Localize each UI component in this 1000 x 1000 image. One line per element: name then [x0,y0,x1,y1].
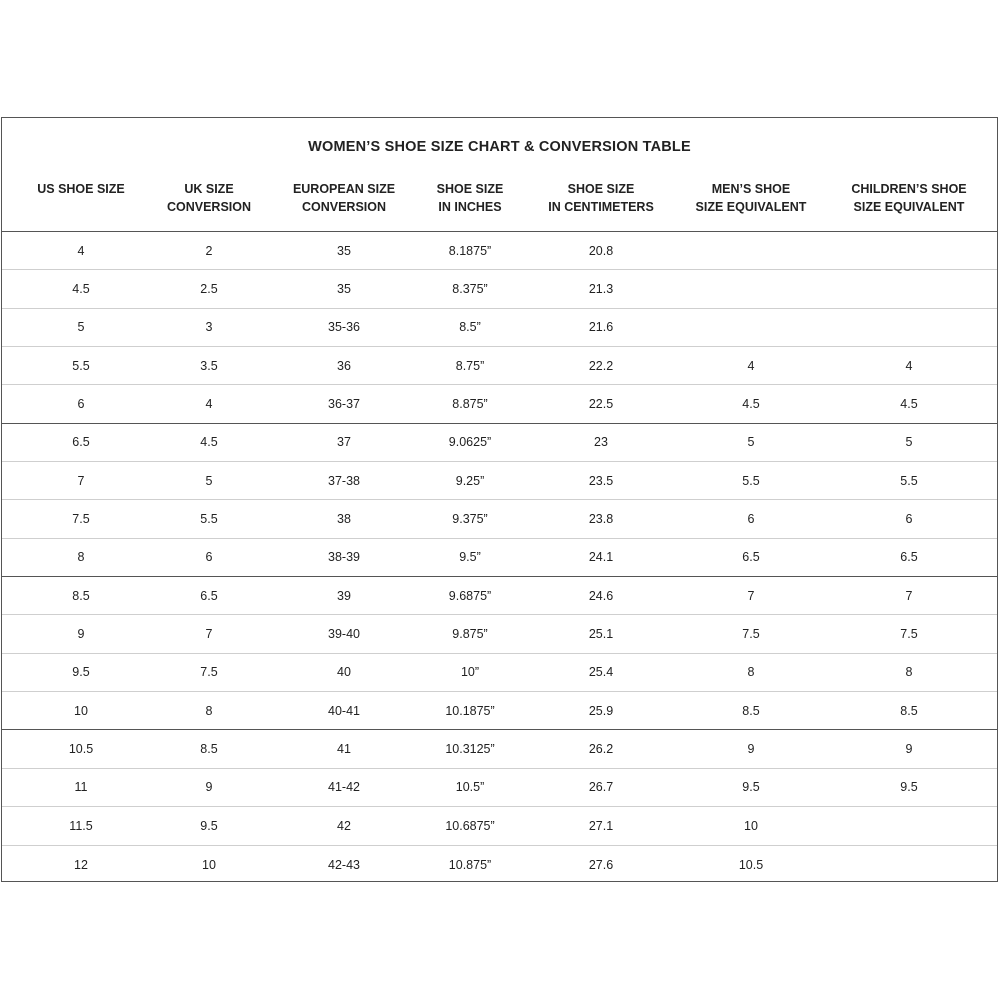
table-cell: 22.2 [588,358,614,373]
table-cell: 11 [74,780,88,795]
table-cell: 10 [744,818,758,833]
table-cell: 4 [77,243,85,258]
table-cell: 8.5” [459,320,481,335]
table-cell [674,270,828,307]
table-cell: 4 [905,358,913,373]
table-cell: 7.5 [742,627,760,642]
table-row [2,347,997,385]
table-cell: 10.875” [448,857,492,872]
table-row [2,500,997,538]
table-cell: 4.5 [742,397,760,412]
header-mens-equivalent: MEN’S SHOE SIZE EQUIVALENT [695,182,807,214]
table-cell: 8.5 [742,703,760,718]
table-cell [674,232,828,269]
table-cell: 3 [205,320,213,335]
header-european-size: EUROPEAN SIZE CONVERSION [292,182,396,214]
table-cell: 20.8 [588,243,614,258]
table-cell: 11.5 [69,818,93,833]
header-uk-size: UK SIZE CONVERSION [166,182,252,214]
table-cell: 36-37 [328,397,360,412]
table-cell: 5 [205,473,213,488]
table-cell: 10” [460,665,480,680]
table-cell: 37 [337,435,351,450]
header-childrens-equivalent: CHILDREN’S SHOE SIZE EQUIVALENT [851,182,967,214]
table-cell: 10 [202,857,216,872]
header-centimeters: SHOE SIZE IN CENTIMETERS [548,182,654,214]
table-row [2,730,997,768]
table-cell [832,232,986,269]
table-cell: 6 [905,512,913,527]
table-cell: 21.3 [588,282,614,297]
table-cell: 8.5 [200,742,218,757]
table-cell: 38-39 [328,550,360,565]
table-cell: 26.2 [588,742,614,757]
table-cell: 35 [337,243,351,258]
header-us-size: US SHOE SIZE [37,182,125,196]
table-row [2,232,997,270]
table-cell: 25.9 [588,703,614,718]
table-cell: 8.5 [900,703,918,718]
table-cell: 41 [337,742,351,757]
table-cell: 8.875” [452,397,488,412]
chart-title: WOMEN’S SHOE SIZE CHART & CONVERSION TABLE [308,139,691,155]
table-row [2,424,997,462]
table-cell: 5.5 [742,473,760,488]
table-cell: 9 [77,627,85,642]
table-cell: 9.5” [459,550,481,565]
table-cell: 27.1 [588,818,614,833]
table-cell: 9.6875” [448,588,492,603]
table-cell: 5.5 [900,473,918,488]
table-cell: 25.4 [588,665,614,680]
table-cell: 5.5 [200,512,218,527]
table-cell: 3.5 [200,358,218,373]
table-cell: 9 [747,742,755,757]
table-cell: 41-42 [328,780,360,795]
table-row [2,846,997,884]
table-cell: 4.5 [72,282,90,297]
table-cell: 21.6 [588,320,614,335]
table-cell: 36 [337,358,351,373]
table-cell: 8 [905,665,913,680]
table-cell: 6 [747,512,755,527]
table-cell: 8.1875” [448,243,492,258]
table-cell: 8 [205,703,213,718]
table-cell: 35-36 [328,320,360,335]
table-cell: 25.1 [588,627,614,642]
table-cell: 9 [905,742,913,757]
table-row [2,462,997,500]
table-cell: 8 [77,550,85,565]
table-cell: 39-40 [328,627,360,642]
table-cell: 9.5 [72,665,90,680]
table-cell: 40-41 [328,703,360,718]
table-cell: 6.5 [900,550,918,565]
table-cell: 35 [337,282,351,297]
table-row [2,577,997,615]
table-cell: 6.5 [72,435,90,450]
table-cell: 6.5 [742,550,760,565]
table-cell: 9.5 [200,818,218,833]
table-cell: 8.5 [72,588,90,603]
table-row [2,270,997,308]
table-cell [674,309,828,346]
table-header [2,180,997,230]
table-cell: 9.375” [452,512,488,527]
table-cell: 7.5 [900,627,918,642]
table-cell: 2.5 [200,282,218,297]
table-cell: 22.5 [588,397,614,412]
table-cell: 10 [74,703,88,718]
table-cell: 12 [74,857,88,872]
table-cell: 9 [205,780,213,795]
table-row [2,692,997,730]
table-cell: 6 [205,550,213,565]
table-cell: 4.5 [900,397,918,412]
table-cell: 7.5 [200,665,218,680]
table-cell: 6.5 [200,588,218,603]
table-cell: 42-43 [328,857,360,872]
table-cell: 8 [747,665,755,680]
table-cell: 24.6 [588,588,614,603]
table-cell: 5 [747,435,755,450]
table-cell: 9.5 [900,780,918,795]
table-cell: 7 [905,588,913,603]
table-cell: 37-38 [328,473,360,488]
table-cell: 10.5 [738,857,764,872]
table-row [2,654,997,692]
shoe-size-chart [1,117,998,882]
table-row [2,807,997,845]
table-cell: 23.8 [588,512,614,527]
table-cell: 26.7 [588,780,614,795]
table-row [2,769,997,807]
table-cell: 6 [77,397,85,412]
table-cell: 7 [747,588,755,603]
table-row [2,539,997,577]
table-row [2,385,997,423]
table-cell: 42 [337,818,351,833]
table-cell: 10.6875” [445,818,495,833]
table-cell: 7 [205,627,213,642]
table-row [2,615,997,653]
table-cell [832,807,986,844]
table-body [2,232,997,884]
table-cell: 5 [77,320,85,335]
table-cell: 27.6 [588,857,614,872]
table-cell: 10.1875” [445,703,495,718]
table-cell [832,309,986,346]
table-cell [832,846,986,884]
table-row [2,309,997,347]
table-cell: 7.5 [72,512,90,527]
table-cell: 24.1 [588,550,614,565]
table-cell: 7 [77,473,85,488]
table-cell: 8.75” [455,358,485,373]
table-cell: 23 [594,435,608,450]
table-cell: 10.5” [455,780,485,795]
table-cell: 10.3125” [445,742,495,757]
header-inches: SHOE SIZE IN INCHES [436,182,504,214]
table-cell: 2 [205,243,213,258]
table-cell: 40 [337,665,351,680]
table-cell: 9.875” [452,627,488,642]
table-cell: 4 [205,397,213,412]
table-cell: 9.5 [742,780,760,795]
table-cell: 9.25” [455,473,485,488]
table-cell: 4 [747,358,755,373]
table-cell [832,270,986,307]
table-cell: 39 [337,588,351,603]
table-cell: 10.5 [68,742,94,757]
table-cell: 4.5 [200,435,218,450]
table-cell: 38 [337,512,351,527]
table-cell: 5 [905,435,913,450]
table-cell: 5.5 [72,358,90,373]
table-cell: 23.5 [588,473,614,488]
table-cell: 9.0625” [448,435,492,450]
table-cell: 8.375” [452,282,488,297]
